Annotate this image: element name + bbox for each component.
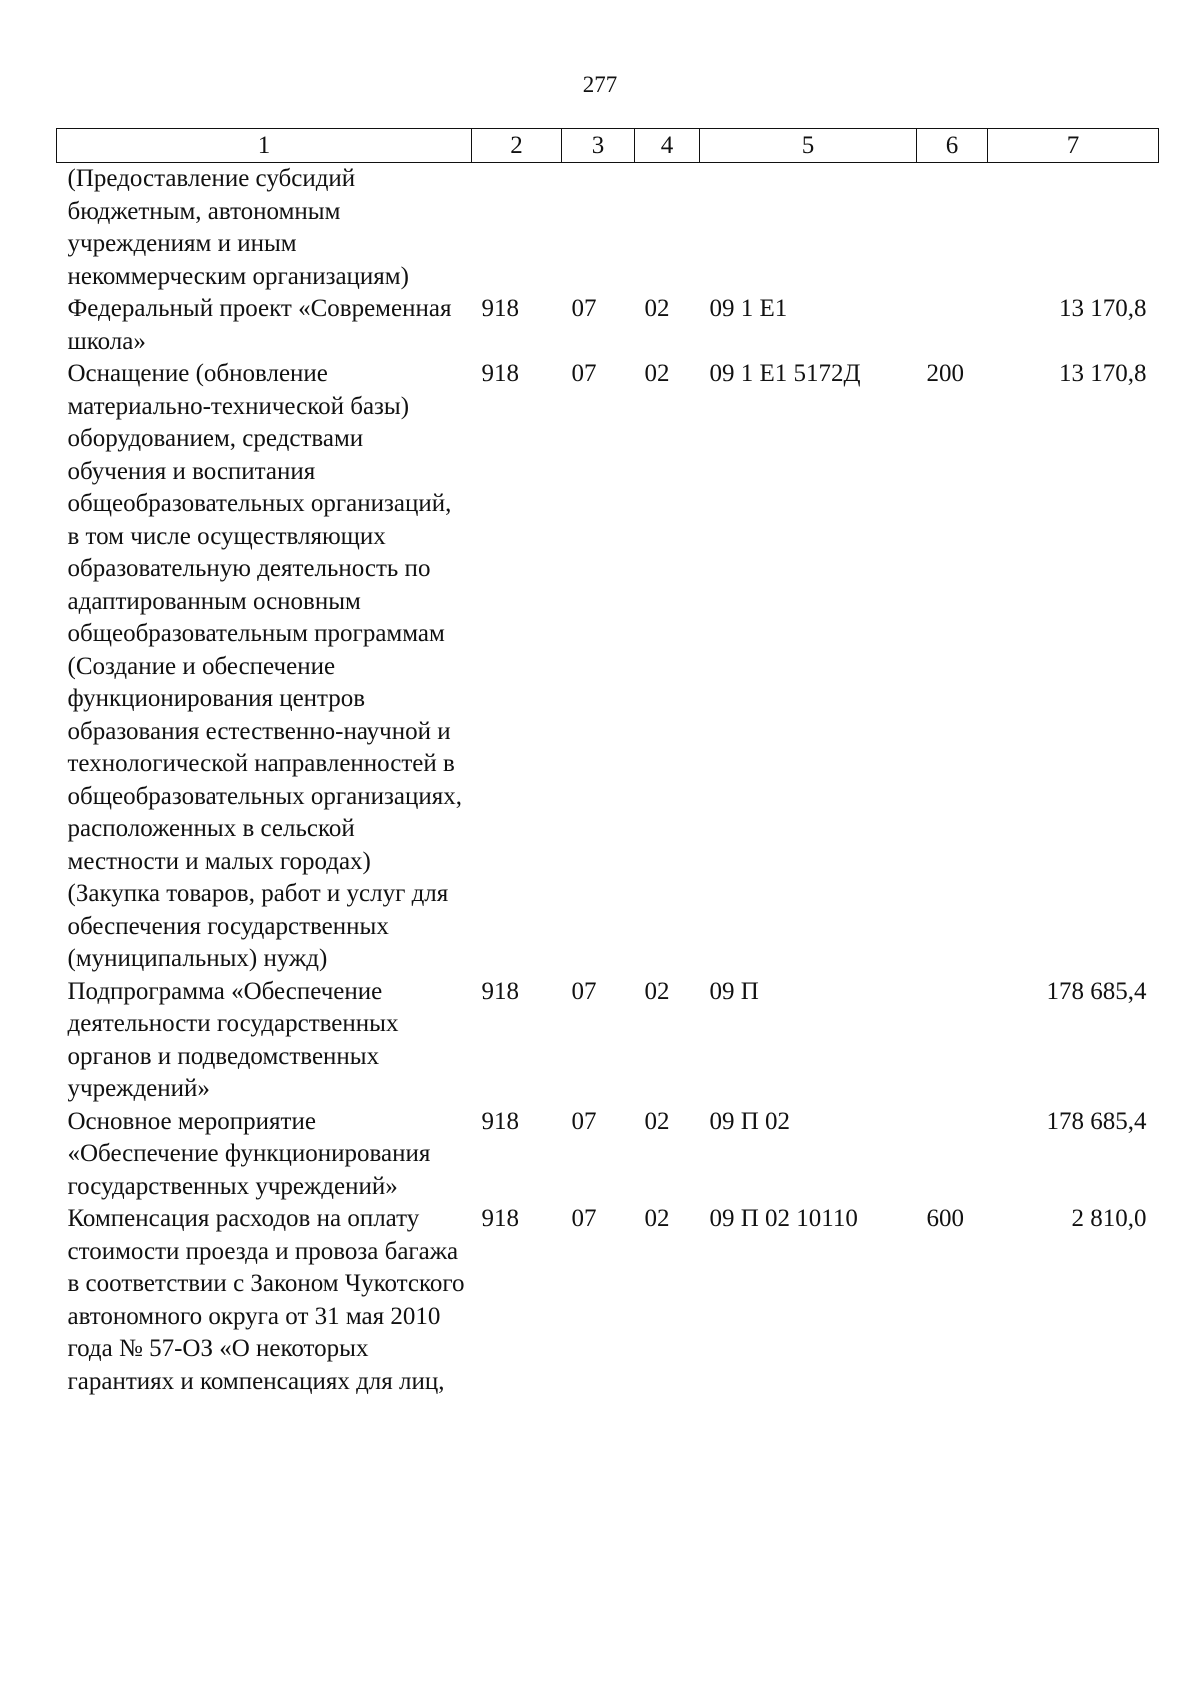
amount (988, 163, 1159, 294)
ministry-code (472, 163, 562, 294)
expense-type (917, 976, 988, 1106)
amount: 178 685,4 (1046, 977, 1147, 1005)
expense-type (917, 163, 988, 294)
section-code: 07 (571, 295, 597, 322)
amount: 178 685,4 (1046, 1107, 1147, 1135)
row-name: (Предоставление субсидий бюджетным, автономным учреждениям и иным некоммерческим организациям) (67, 165, 409, 290)
section-code: 07 (571, 1107, 597, 1135)
section-code: 07 (571, 360, 597, 387)
table-row (57, 293, 1159, 358)
page-number: 277 (582, 72, 618, 97)
target-article: 09 П (709, 977, 759, 1005)
table-row (57, 1203, 1159, 1398)
amount: 2 810,0 (1071, 1205, 1147, 1232)
table-header-row (57, 129, 1159, 163)
target-article: 09 1 E1 (709, 295, 788, 322)
row-name: Федеральный проект «Современная школа» (67, 295, 452, 355)
target-article: 09 П 02 10110 (709, 1205, 858, 1232)
expense-type: 200 (926, 360, 964, 387)
column-header-1: 1 (57, 129, 472, 163)
expense-type (917, 293, 988, 358)
subsection-code: 02 (644, 360, 670, 387)
target-article: 09 1 E1 5172Д (709, 360, 861, 387)
subsection-code (635, 163, 700, 294)
budget-table (56, 128, 1159, 1398)
ministry-code: 918 (481, 360, 519, 387)
ministry-code: 918 (481, 295, 519, 322)
expense-type (917, 1106, 988, 1204)
column-header-4: 4 (635, 129, 700, 163)
table-row (57, 163, 1159, 294)
subsection-code: 02 (644, 1107, 670, 1135)
amount: 13 170,8 (1059, 295, 1147, 322)
section-code (562, 163, 635, 294)
ministry-code: 918 (481, 1107, 519, 1135)
expense-type: 600 (926, 1205, 964, 1232)
column-header-3: 3 (562, 129, 635, 163)
ministry-code: 918 (481, 1205, 519, 1232)
target-article (700, 163, 917, 294)
table-row (57, 358, 1159, 976)
row-name: Оснащение (обновление материально-технической базы) оборудованием, средствами обучения и воспитания общеобразовательных организаций, в том числе осуществляющих образовательную деятельность по адаптированным основным общеобразовательным программам (Создание и обеспечение функционирования центров образования естественно-научной и технологической направленностей в общеобразовательных организациях, расположенных в сельской местности и малых городах) (Закупка товаров, работ и услуг для обеспечения государственных (муниципальных) нужд) (67, 360, 462, 972)
column-header-7: 7 (988, 129, 1159, 163)
row-name: Подпрограмма «Обеспечение деятельности государственных органов и подведомственных учреждений» (67, 977, 399, 1102)
subsection-code: 02 (644, 977, 670, 1005)
column-header-6: 6 (917, 129, 988, 163)
column-header-2: 2 (472, 129, 562, 163)
subsection-code: 02 (644, 1205, 670, 1232)
target-article: 09 П 02 (709, 1107, 791, 1135)
column-header-5: 5 (700, 129, 917, 163)
amount: 13 170,8 (1059, 360, 1147, 387)
row-name: Основное мероприятие «Обеспечение функционирования государственных учреждений» (67, 1107, 431, 1200)
table-row (57, 976, 1159, 1106)
subsection-code: 02 (644, 295, 670, 322)
table-row (57, 1106, 1159, 1204)
ministry-code: 918 (481, 977, 519, 1005)
section-code: 07 (571, 977, 597, 1005)
section-code: 07 (571, 1205, 597, 1232)
row-name: Компенсация расходов на оплату стоимости проезда и провоза багажа в соответствии с Законом Чукотского автономного округа от 31 мая 2010 года № 57-ОЗ «О некоторых гарантиях и компенсациях для лиц, (67, 1205, 465, 1395)
